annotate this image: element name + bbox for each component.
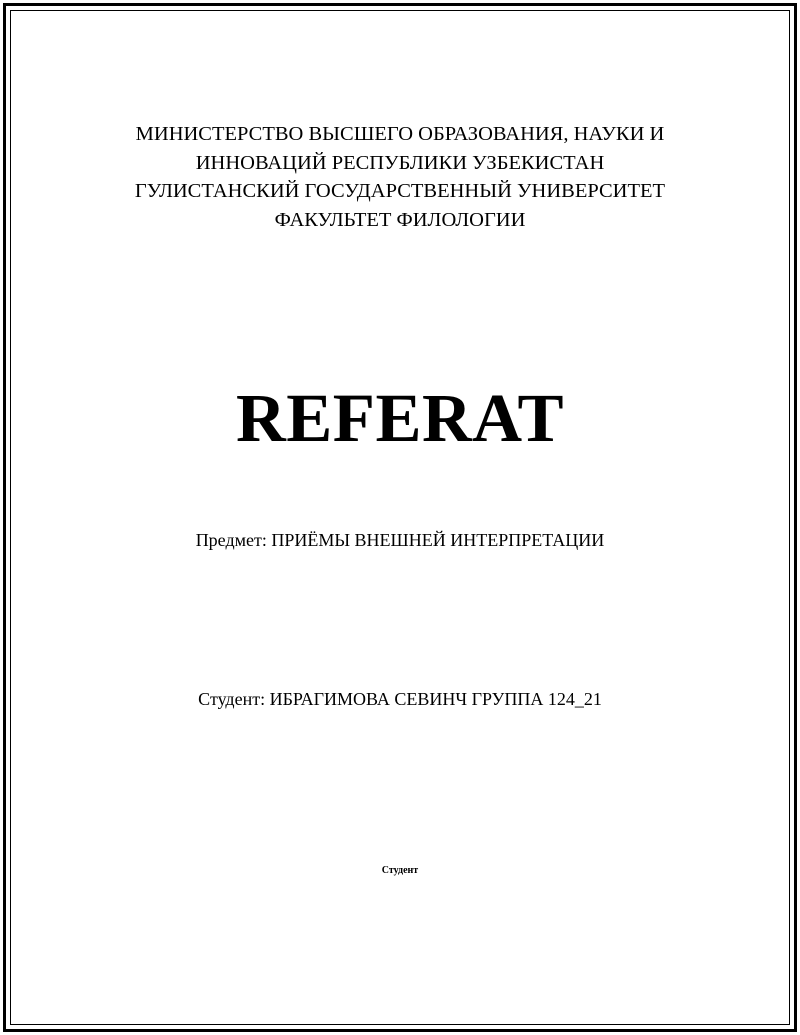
institution-header xyxy=(0,120,800,234)
header-line-republic: ИННОВАЦИЙ РЕСПУБЛИКИ УЗБЕКИСТАН xyxy=(195,151,605,174)
subject-line: Предмет: ПРИЁМЫ ВНЕШНЕЙ ИНТЕРПРЕТАЦИИ xyxy=(195,530,605,550)
student-line: Студент: ИБРАГИМОВА СЕВИНЧ ГРУППА 124_21 xyxy=(198,689,602,709)
footer-student-label: Студент xyxy=(381,865,419,876)
header-line-university: ГУЛИСТАНСКИЙ ГОСУДАРСТВЕННЫЙ УНИВЕРСИТЕТ xyxy=(134,180,666,202)
header-line-ministry: МИНИСТЕРСТВО ВЫСШЕГО ОБРАЗОВАНИЯ, НАУКИ И xyxy=(135,123,665,145)
document-title: REFERAT xyxy=(235,380,565,456)
header-line-faculty: ФАКУЛЬТЕТ ФИЛОЛОГИИ xyxy=(274,208,526,231)
